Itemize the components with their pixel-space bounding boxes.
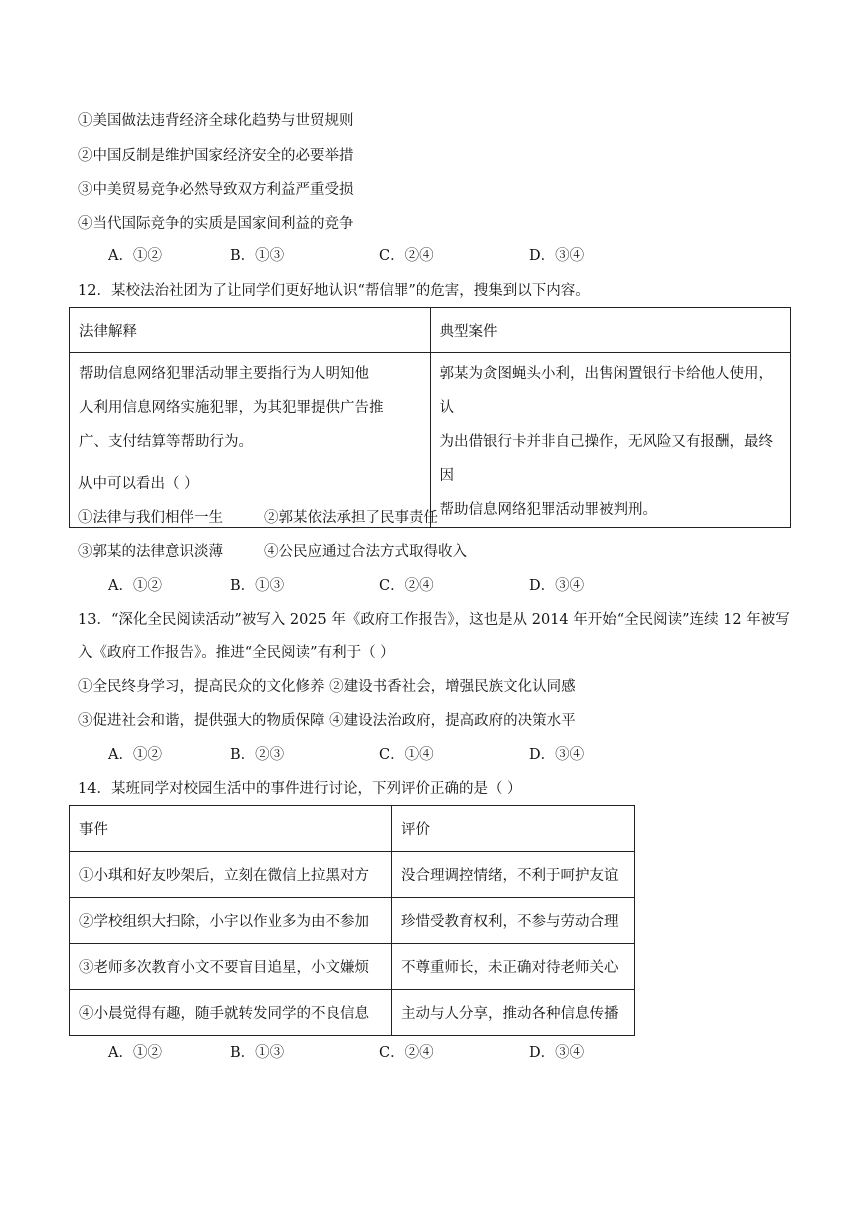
q14-evaluation-3: 不尊重师长，未正确对待老师关心 <box>392 944 635 990</box>
q13-choices <box>108 745 584 765</box>
q14-evaluation-4: 主动与人分享，推动各种信息传播 <box>392 990 635 1036</box>
q13-choice-b: B．②③ <box>230 747 285 763</box>
q11-choice-c: C．②④ <box>379 248 434 264</box>
q14-event-2: ②学校组织大扫除，小宇以作业多为由不参加 <box>70 898 392 944</box>
q12-option-1: ①法律与我们相伴一生 <box>78 510 223 526</box>
q12-case-line-2: 为出借银行卡并非自己操作，无风险又有报酬，最终因 <box>439 434 773 484</box>
q11-choices <box>108 246 584 266</box>
q14-table <box>69 805 635 1036</box>
q14-event-3: ③老师多次教育小文不要盲目追星，小文嫌烦 <box>70 944 392 990</box>
q14-header-evaluation: 评价 <box>392 806 635 852</box>
q14-choice-d: D．③④ <box>529 1045 585 1061</box>
q12-law-line-2: 人利用信息网络实施犯罪，为其犯罪提供广告推 <box>79 400 384 416</box>
q12-case-line-1: 郭某为贪图蝇头小利，出售闲置银行卡给他人使用，认 <box>439 366 773 416</box>
q12-options-row-2 <box>78 542 467 562</box>
q12-law-line-3: 广、支付结算等帮助行为。 <box>79 434 253 450</box>
q12-header-law: 法律解释 <box>70 308 431 353</box>
q14-event-4: ④小晨觉得有趣，随手就转发同学的不良信息 <box>70 990 392 1036</box>
q14-stem: 14．某班同学对校园生活中的事件进行讨论，下列评价正确的是（ ） <box>78 781 522 797</box>
q12-choice-a: A．①② <box>108 578 162 594</box>
q12-choice-c: C．②④ <box>379 578 434 594</box>
q14-choice-a: A．①② <box>108 1045 162 1061</box>
q14-choices <box>108 1043 584 1063</box>
q12-cell-case <box>430 353 791 528</box>
q14-choice-b: B．①③ <box>230 1045 285 1061</box>
q14-event-1: ①小琪和好友吵架后，立刻在微信上拉黑对方 <box>70 852 392 898</box>
q11-choice-a: A．①② <box>108 248 162 264</box>
q13-options-line-1: ①全民终身学习，提高民众的文化修养 ②建设书香社会，增强民族文化认同感 <box>78 679 576 695</box>
q13-options-line-2: ③促进社会和谐，提供强大的物质保障 ④建设法治政府，提高政府的决策水平 <box>78 713 576 729</box>
q12-option-3: ③郭某的法律意识淡薄 <box>78 544 223 560</box>
q12-option-2: ②郭某依法承担了民事责任 <box>264 510 438 526</box>
q14-evaluation-1: 没合理调控情绪，不利于呵护友谊 <box>392 852 635 898</box>
q11-option-2: ②中国反制是维护国家经济安全的必要举措 <box>78 148 354 164</box>
q11-choice-b: B．①③ <box>230 248 285 264</box>
q12-choice-b: B．①③ <box>230 578 285 594</box>
q12-stem: 12．某校法治社团为了让同学们更好地认识“帮信罪”的危害，搜集到以下内容。 <box>78 283 590 299</box>
q13-choice-c: C．①④ <box>379 747 434 763</box>
table-row <box>70 898 635 944</box>
q11-option-3: ③中美贸易竞争必然导致双方利益严重受损 <box>78 182 354 198</box>
q14-header-event: 事件 <box>70 806 392 852</box>
q12-options-row-1 <box>78 508 438 528</box>
table-row <box>70 944 635 990</box>
q13-choice-d: D．③④ <box>529 747 585 763</box>
q12-option-4: ④公民应通过合法方式取得收入 <box>264 544 467 560</box>
q13-choice-a: A．①② <box>108 747 162 763</box>
q12-cell-law <box>70 353 431 528</box>
q12-law-line-1: 帮助信息网络犯罪活动罪主要指行为人明知他 <box>79 366 369 382</box>
q12-header-case: 典型案件 <box>430 308 791 353</box>
q11-choice-d: D．③④ <box>529 248 585 264</box>
q11-option-1: ①美国做法违背经济全球化趋势与世贸规则 <box>78 113 354 129</box>
q12-choices <box>108 576 584 596</box>
q12-question: 从中可以看出（ ） <box>78 476 199 492</box>
q12-case-line-3: 帮助信息网络犯罪活动罪被判刑。 <box>439 502 657 518</box>
table-row <box>70 990 635 1036</box>
q13-stem-line-2: 入《政府工作报告》。推进“全民阅读”有利于（ ） <box>78 645 395 661</box>
q14-evaluation-2: 珍惜受教育权利，不参与劳动合理 <box>392 898 635 944</box>
q13-stem-line-1: 13．“深化全民阅读活动”被写入 2025 年《政府工作报告》，这也是从 2014 年开始“全民阅读”连续 12 年被写 <box>78 612 790 628</box>
q12-choice-d: D．③④ <box>529 578 585 594</box>
q14-choice-c: C．②④ <box>379 1045 434 1061</box>
table-row <box>70 852 635 898</box>
q11-option-4: ④当代国际竞争的实质是国家间利益的竞争 <box>78 216 354 232</box>
q12-table <box>69 307 791 528</box>
